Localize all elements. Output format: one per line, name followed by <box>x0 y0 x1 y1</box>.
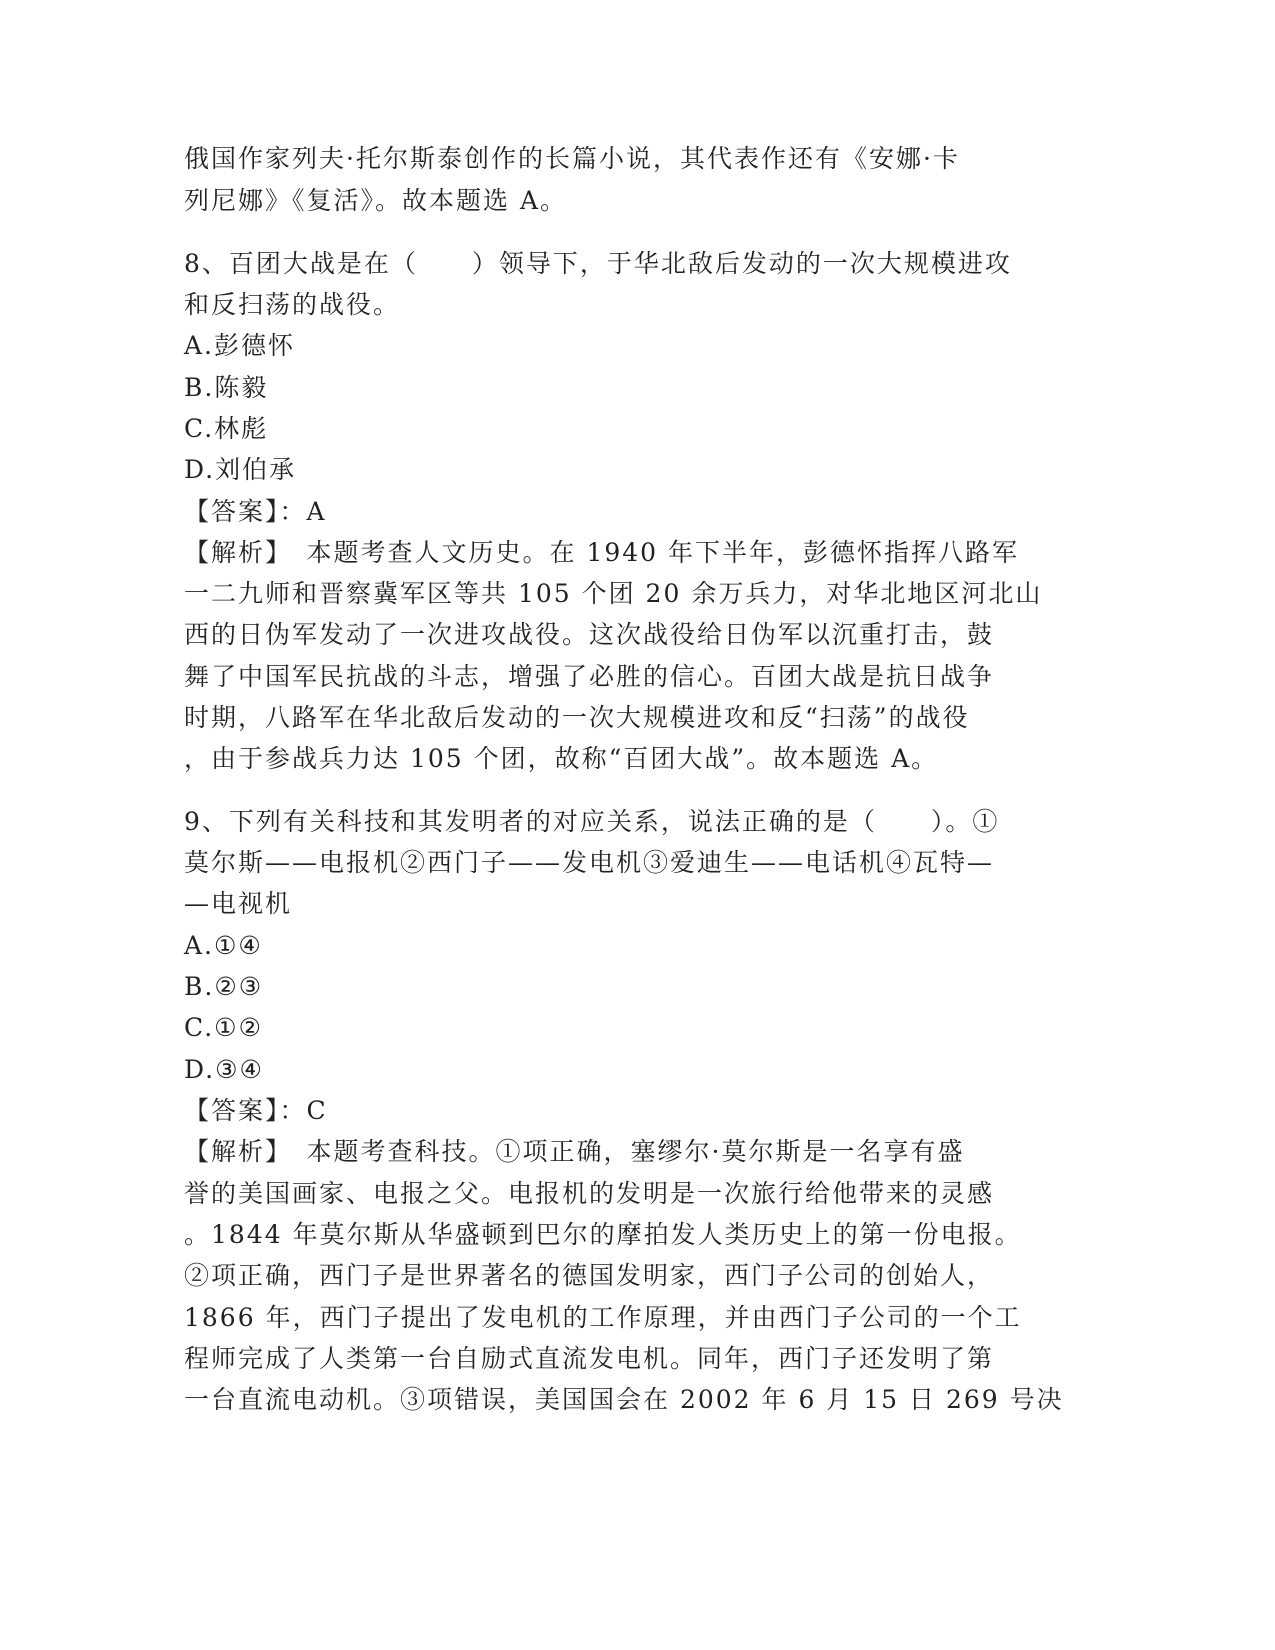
question-9-analysis: 誉的美国画家、电报之父。电报机的发明是一次旅行给他带来的灵感 <box>184 1179 995 1208</box>
question-8-analysis: ，由于参战兵力达 105 个团，故称“百团大战”。故本题选 A。 <box>184 744 939 773</box>
question-8-option-a: A.彭德怀 <box>184 331 296 360</box>
question-8-analysis: 时期，八路军在华北敌后发动的一次大规模进攻和反“扫荡”的战役 <box>184 703 970 732</box>
question-9-analysis: 。1844 年莫尔斯从华盛顿到巴尔的摩拍发人类历史上的第一份电报。 <box>184 1220 1022 1249</box>
question-9-stem: 莫尔斯——电报机②西门子——发电机③爱迪生——电话机④瓦特— <box>184 848 995 877</box>
question-9-option-b: B.②③ <box>184 972 264 1001</box>
question-8-option-d: D.刘伯承 <box>184 455 297 484</box>
question-8-stem: 8、百团大战是在（ ）领导下，于华北敌后发动的一次大规模进攻 <box>184 249 1012 278</box>
question-8-answer: 【答案】：A <box>184 497 327 526</box>
intro-line: 列尼娜》《复活》。故本题选 A。 <box>184 186 568 215</box>
question-8-analysis: 一二九师和晋察冀军区等共 105 个团 20 余万兵力，对华北地区河北山 <box>184 579 1043 608</box>
question-8-analysis: 西的日伪军发动了一次进攻战役。这次战役给日伪军以沉重打击，鼓 <box>184 620 995 649</box>
question-8-option-c: C.林彪 <box>184 414 269 443</box>
question-8-stem: 和反扫荡的战役。 <box>184 290 401 319</box>
question-8-option-b: B.陈毅 <box>184 373 269 402</box>
question-9-analysis: ②项正确，西门子是世界著名的德国发明家，西门子公司的创始人， <box>184 1261 995 1290</box>
question-9-option-a: A.①④ <box>184 931 263 960</box>
question-8-analysis: 【解析】 本题考查人文历史。在 1940 年下半年，彭德怀指挥八路军 <box>184 538 1020 567</box>
question-9-answer: 【答案】：C <box>184 1096 328 1125</box>
question-9-option-d: D.③④ <box>184 1055 264 1084</box>
question-9-stem: —电视机 <box>184 889 293 918</box>
question-9-analysis: 程师完成了人类第一台自励式直流发电机。同年，西门子还发明了第 <box>184 1344 995 1373</box>
question-9-analysis: 【解析】 本题考查科技。①项正确，塞缪尔·莫尔斯是一名享有盛 <box>184 1137 965 1166</box>
question-9-analysis: 1866 年，西门子提出了发电机的工作原理，并由西门子公司的一个工 <box>184 1303 1022 1332</box>
question-9-stem: 9、下列有关科技和其发明者的对应关系，说法正确的是（ ）。① <box>184 807 1000 836</box>
question-9-option-c: C.①② <box>184 1013 264 1042</box>
question-8-analysis: 舞了中国军民抗战的斗志，增强了必胜的信心。百团大战是抗日战争 <box>184 662 995 691</box>
question-9-analysis: 一台直流电动机。③项错误，美国国会在 2002 年 6 月 15 日 269 号决 <box>184 1385 1064 1414</box>
intro-line: 俄国作家列夫·托尔斯泰创作的长篇小说，其代表作还有《安娜·卡 <box>184 144 960 173</box>
